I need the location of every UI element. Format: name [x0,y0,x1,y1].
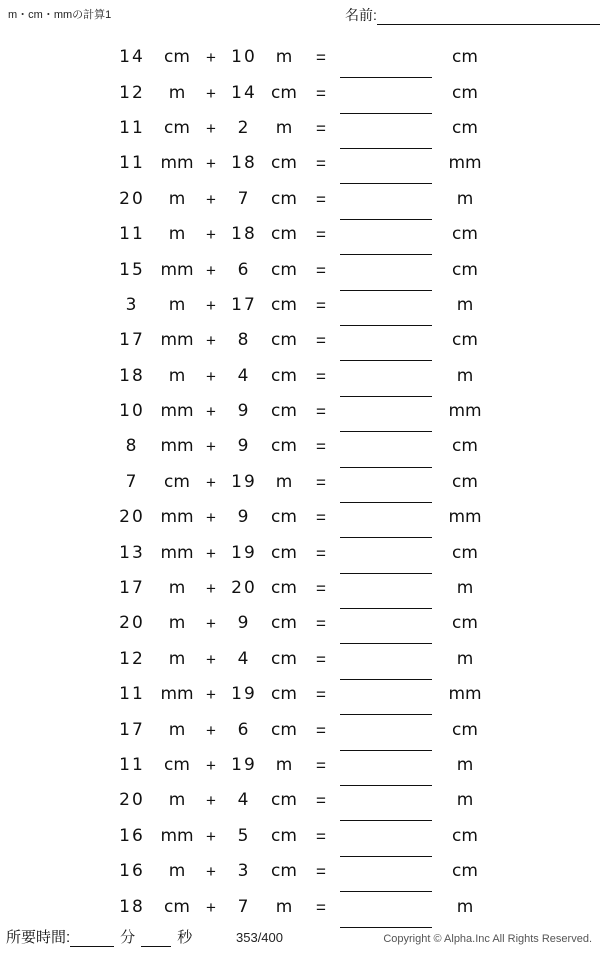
operand-2-value: 7 [237,896,251,917]
operand-1-unit: cm [164,471,190,492]
plus-sign: + [206,649,216,669]
equals-sign: = [316,83,326,103]
equals-sign: = [316,685,326,705]
operand-2-value: 4 [237,365,251,386]
name-label: 名前: [345,7,377,23]
operand-1-unit: mm [160,825,194,846]
operand-2-unit: cm [271,861,297,882]
problem-row [0,783,600,818]
plus-sign: + [206,366,216,386]
operand-2-value: 18 [231,153,257,174]
answer-input-line[interactable] [340,688,432,715]
operand-1-unit: mm [160,259,194,280]
minutes-unit-label: 分 [120,929,136,946]
plus-sign: + [206,331,216,351]
problem-row [0,182,600,217]
answer-unit: cm [452,542,478,563]
plus-sign: + [206,720,216,740]
operand-1-unit: m [168,790,186,811]
answer-unit: m [456,896,474,917]
operand-1-value: 3 [125,294,139,315]
answer-input-line[interactable] [340,228,432,255]
problem-row [0,819,600,854]
plus-sign: + [206,472,216,492]
equals-sign: = [316,331,326,351]
plus-sign: + [206,579,216,599]
operand-1-unit: m [168,224,186,245]
operand-2-value: 2 [237,117,251,138]
operand-1-unit: cm [164,117,190,138]
operand-1-value: 10 [119,401,145,422]
operand-1-unit: mm [160,436,194,457]
answer-unit: mm [448,507,482,528]
answer-input-line[interactable] [340,547,432,574]
operand-1-value: 12 [119,82,145,103]
answer-unit: cm [452,471,478,492]
plus-sign: + [206,897,216,917]
operand-2-value: 20 [231,578,257,599]
operand-2-value: 9 [237,507,251,528]
operand-2-unit: cm [271,294,297,315]
operand-1-unit: m [168,578,186,599]
answer-unit: cm [452,259,478,280]
operand-2-value: 4 [237,648,251,669]
operand-2-value: 10 [231,47,257,68]
operand-2-value: 3 [237,861,251,882]
operand-1-value: 20 [119,188,145,209]
answer-input-line[interactable] [340,441,432,468]
operand-1-value: 20 [119,790,145,811]
answer-input-line[interactable] [340,794,432,821]
answer-unit: m [456,578,474,599]
operand-1-value: 20 [119,507,145,528]
operand-2-unit: cm [271,648,297,669]
operand-2-value: 14 [231,82,257,103]
problem-row [0,571,600,606]
operand-2-unit: cm [271,82,297,103]
plus-sign: + [206,83,216,103]
operand-2-unit: cm [271,188,297,209]
operand-2-unit: cm [271,790,297,811]
operand-2-unit: cm [271,436,297,457]
plus-sign: + [206,543,216,563]
operand-1-value: 17 [119,719,145,740]
elapsed-time-area [6,926,198,947]
problem-list [0,40,600,925]
operand-2-unit: cm [271,153,297,174]
operand-1-unit: mm [160,542,194,563]
answer-input-line[interactable] [340,476,432,503]
equals-sign: = [316,437,326,457]
seconds-input-line[interactable] [141,929,171,947]
equals-sign: = [316,897,326,917]
operand-1-value: 11 [119,224,145,245]
problem-row [0,323,600,358]
plus-sign: + [206,437,216,457]
answer-input-line[interactable] [340,582,432,609]
answer-unit: m [456,294,474,315]
problem-row [0,535,600,570]
minutes-input-line[interactable] [70,929,114,947]
operand-1-value: 11 [119,755,145,775]
plus-sign: + [206,756,216,775]
answer-input-line[interactable] [340,830,432,857]
plus-sign: + [206,260,216,280]
equals-sign: = [316,118,326,138]
page-title: m・cm・mmの計算1 [8,9,112,21]
equals-sign: = [316,508,326,528]
answer-input-line[interactable] [340,653,432,680]
problem-row [0,642,600,677]
operand-2-unit: cm [271,224,297,245]
answer-unit: mm [448,684,482,705]
problem-row [0,712,600,747]
operand-2-value: 8 [237,330,251,351]
equals-sign: = [316,543,326,563]
problem-row [0,217,600,252]
answer-input-line[interactable] [340,405,432,432]
elapsed-time-label: 所要時間: [6,929,71,946]
answer-unit: cm [452,47,478,68]
operand-2-unit: cm [271,401,297,422]
copyright-notice: Copyright © Alpha.Inc All Rights Reserved. [383,933,592,945]
equals-sign: = [316,791,326,811]
operand-1-unit: m [168,294,186,315]
operand-1-unit: cm [164,896,190,917]
problem-row [0,359,600,394]
worksheet-header [0,0,600,34]
problem-row [0,288,600,323]
operand-1-value: 7 [125,471,139,492]
plus-sign: + [206,154,216,174]
answer-input-line[interactable] [340,264,432,291]
operand-2-value: 6 [237,719,251,740]
operand-2-value: 7 [237,188,251,209]
answer-unit: cm [452,825,478,846]
operand-2-unit: cm [271,330,297,351]
operand-1-unit: mm [160,153,194,174]
equals-sign: = [316,48,326,68]
seconds-unit-label: 秒 [177,929,193,946]
answer-input-line[interactable] [340,122,432,149]
operand-2-unit: m [275,755,293,775]
equals-sign: = [316,649,326,669]
operand-1-value: 18 [119,365,145,386]
equals-sign: = [316,756,326,775]
plus-sign: + [206,118,216,138]
page-number: 353/400 [236,930,283,945]
operand-2-value: 18 [231,224,257,245]
plus-sign: + [206,225,216,245]
operand-2-unit: cm [271,825,297,846]
worksheet-footer [0,917,600,957]
answer-unit: cm [452,82,478,103]
operand-1-unit: m [168,82,186,103]
operand-1-unit: m [168,613,186,634]
answer-input-line[interactable] [340,299,432,326]
answer-unit: cm [452,719,478,740]
answer-input-line[interactable] [340,157,432,184]
operand-2-value: 17 [231,294,257,315]
operand-1-value: 14 [119,47,145,68]
equals-sign: = [316,579,326,599]
operand-2-unit: cm [271,719,297,740]
equals-sign: = [316,295,326,315]
answer-unit: cm [452,861,478,882]
plus-sign: + [206,48,216,68]
plus-sign: + [206,295,216,315]
problem-row [0,252,600,287]
operand-1-unit: m [168,188,186,209]
operand-1-unit: m [168,719,186,740]
problem-row [0,748,600,783]
answer-unit: cm [452,117,478,138]
operand-1-value: 15 [119,259,145,280]
plus-sign: + [206,862,216,882]
plus-sign: + [206,508,216,528]
operand-1-value: 17 [119,330,145,351]
name-input-line[interactable] [377,8,600,25]
answer-input-line[interactable] [340,193,432,220]
operand-2-unit: cm [271,542,297,563]
operand-2-unit: cm [271,613,297,634]
answer-unit: cm [452,224,478,245]
plus-sign: + [206,826,216,846]
operand-1-unit: m [168,861,186,882]
operand-2-unit: m [275,47,293,68]
answer-input-line[interactable] [340,724,432,751]
operand-1-unit: cm [164,755,190,775]
problem-row [0,75,600,110]
answer-unit: mm [448,401,482,422]
operand-2-value: 19 [231,471,257,492]
operand-1-unit: m [168,365,186,386]
operand-2-value: 5 [237,825,251,846]
answer-unit: m [456,365,474,386]
operand-2-value: 9 [237,436,251,457]
equals-sign: = [316,154,326,174]
answer-input-line[interactable] [340,87,432,114]
operand-2-value: 19 [231,755,257,775]
plus-sign: + [206,685,216,705]
problem-row [0,146,600,181]
operand-2-value: 9 [237,613,251,634]
operand-2-unit: cm [271,684,297,705]
plus-sign: + [206,791,216,811]
answer-unit: m [456,790,474,811]
problem-row [0,854,600,889]
answer-unit: cm [452,330,478,351]
operand-2-unit: cm [271,365,297,386]
plus-sign: + [206,189,216,209]
equals-sign: = [316,720,326,740]
problem-row [0,394,600,429]
equals-sign: = [316,472,326,492]
operand-1-value: 11 [119,117,145,138]
problem-row [0,465,600,500]
operand-1-unit: cm [164,47,190,68]
operand-2-unit: m [275,471,293,492]
answer-input-line[interactable] [340,617,432,644]
answer-unit: mm [448,153,482,174]
operand-2-unit: cm [271,507,297,528]
operand-1-value: 11 [119,684,145,705]
answer-unit: m [456,755,474,775]
operand-1-value: 20 [119,613,145,634]
operand-1-value: 17 [119,578,145,599]
operand-1-value: 8 [125,436,139,457]
operand-1-value: 16 [119,861,145,882]
problem-row [0,429,600,464]
operand-1-unit: mm [160,401,194,422]
operand-1-value: 13 [119,542,145,563]
operand-2-unit: cm [271,578,297,599]
answer-unit: m [456,188,474,209]
answer-input-line[interactable] [340,865,432,892]
answer-input-line[interactable] [340,51,432,78]
operand-2-unit: m [275,896,293,917]
equals-sign: = [316,260,326,280]
answer-unit: cm [452,436,478,457]
equals-sign: = [316,189,326,209]
answer-input-line[interactable] [340,370,432,397]
operand-1-value: 16 [119,825,145,846]
answer-input-line[interactable] [340,334,432,361]
plus-sign: + [206,402,216,422]
operand-1-unit: m [168,648,186,669]
operand-2-value: 19 [231,542,257,563]
operand-2-value: 9 [237,401,251,422]
problem-row [0,606,600,641]
operand-2-unit: m [275,117,293,138]
problem-row [0,111,600,146]
equals-sign: = [316,614,326,634]
answer-unit: cm [452,613,478,634]
problem-row [0,40,600,75]
equals-sign: = [316,225,326,245]
operand-1-unit: mm [160,507,194,528]
operand-1-unit: mm [160,684,194,705]
equals-sign: = [316,826,326,846]
operand-1-unit: mm [160,330,194,351]
operand-2-value: 4 [237,790,251,811]
problem-row [0,677,600,712]
answer-input-line[interactable] [340,511,432,538]
problem-row [0,500,600,535]
answer-unit: m [456,648,474,669]
operand-1-value: 18 [119,896,145,917]
operand-1-value: 12 [119,648,145,669]
equals-sign: = [316,862,326,882]
equals-sign: = [316,402,326,422]
operand-2-value: 6 [237,259,251,280]
operand-2-unit: cm [271,259,297,280]
answer-input-line[interactable] [340,759,432,786]
operand-2-value: 19 [231,684,257,705]
operand-1-value: 11 [119,153,145,174]
name-field-area [345,5,600,25]
plus-sign: + [206,614,216,634]
equals-sign: = [316,366,326,386]
